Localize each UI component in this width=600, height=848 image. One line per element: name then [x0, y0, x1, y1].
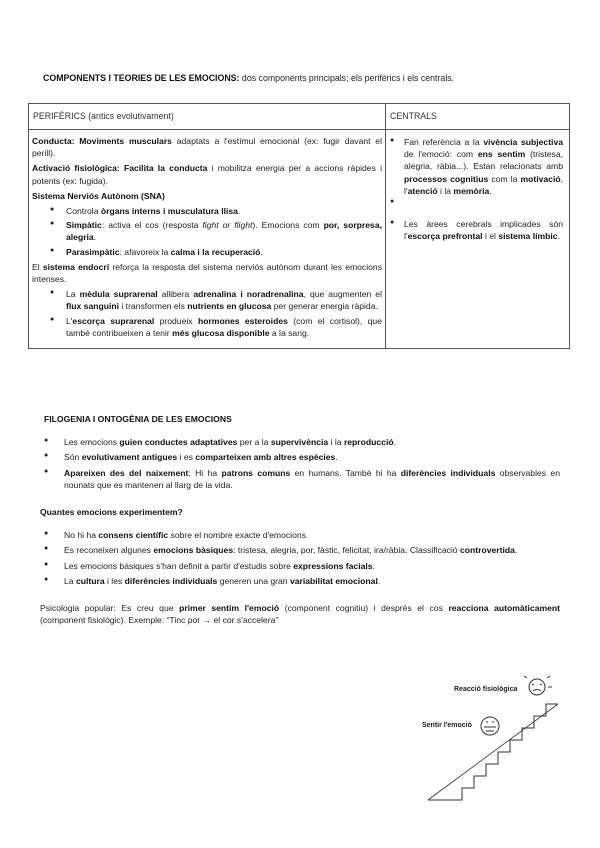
centrals-list: [390, 136, 563, 242]
calm-face-icon: [481, 717, 499, 735]
reaccio-fisiologica-label: Reacció fisiològica: [454, 686, 518, 693]
list-item: ● Simpàtic: activa el cos (resposta fight or flight). Emocions com por, sorpresa, alegria.: [50, 219, 382, 243]
endocri-list: [32, 288, 382, 339]
list-item: ● Parasimpàtic: afavoreix la calma i la recuperació.: [50, 246, 382, 258]
quantes-list: [40, 529, 560, 587]
conducta-paragraph: Conducta: Moviments musculars adaptats a l'estímul emocional (ex: fugir davant el perill).: [32, 136, 382, 159]
col-header-centrals: CENTRALS: [386, 104, 570, 130]
filogenia-heading: FILOGENIA I ONTOGÈNIA DE LES EMOCIONS: [44, 414, 232, 424]
list-item: ● Les emocions guien conductes adaptatives per a la supervivència i la reproducció.: [40, 436, 560, 448]
endocri-paragraph: El sistema endocrí reforça la resposta del sistema nerviós autònom durant les emocions intenses.: [32, 261, 382, 285]
list-item: ● Les emocions bàsiques s'han definit a partir d'estudis sobre expressions facials.: [40, 560, 560, 572]
spacer: [390, 197, 563, 218]
quantes-heading: Quantes emocions experimentem?: [40, 507, 183, 518]
sna-list: [32, 205, 382, 258]
list-item: ● La cultura i les diferències individuals generen una gran variabilitat emocional.: [40, 575, 560, 587]
list-item: ● Fan referència a la vivència subjectiva de l'emoció: com ens sentim (tristesa, alegria, ràbia...). Estan relacionats amb processos cognitius com la motivació, l'atenció i la memòria.: [390, 136, 563, 197]
anxious-face-features: [532, 684, 542, 691]
sentir-emocio-label: Sentir l'emoció: [422, 722, 472, 729]
stairs-figure: [420, 672, 580, 802]
components-table: [28, 103, 570, 349]
psicologia-popular-paragraph: Psicologia popular: Es creu que primer sentim l'emoció (component cognitiu) i després el cos reacciona automàticament (component fisiològic). Exemple: “Tinc por → el cor s'accelera”: [40, 603, 561, 626]
stairs-illustration: [420, 672, 580, 802]
centrals-cell: [386, 130, 570, 349]
col-header-periferics: PERIFÈRICS (antics evolutivament): [29, 104, 386, 130]
filogenia-list: [40, 436, 560, 491]
filogenia-section: [40, 413, 560, 626]
list-item: ● No hi ha consens científic sobre el nombre exacte d'emocions.: [40, 529, 560, 541]
list-item: ● Apareixen des del naixement: Hi ha patrons comuns en humans. També hi ha diferències individuals observables en nounats que es mantenen al llarg de la vida.: [40, 467, 560, 491]
list-item: ● L'escorça suprarenal produeix hormones esteroides (com el cortisol), que també contribueixen a tenir més glucosa disponible a la sang.: [50, 315, 382, 339]
list-item: ● Controla òrgans interns i musculatura llisa.: [50, 205, 382, 217]
periferics-cell: [29, 130, 386, 349]
page-title: COMPONENTS I TEORIES DE LES EMOCIONS: dos components principals; els perifèrics i els centrals.: [43, 73, 455, 83]
sna-title: Sistema Nerviós Autònom (SNA): [32, 190, 165, 201]
calm-face-features: [484, 722, 496, 731]
list-item: ● La mèdula suprarenal allibera adrenalina i noradrenalina, que augmenten el flux sanguini i transformen els nutrients en glucosa per generar energia ràpida.: [50, 288, 382, 312]
tremble-lines: [524, 676, 552, 687]
stairs-diagonal: [428, 704, 558, 800]
list-item: ● Es reconeixen algunes emocions bàsiques: tristesa, alegria, por, fàstic, felicitat, ira/ràbia. Classificació controvertida.: [40, 544, 560, 556]
activacio-paragraph: Activació fisiològica: Facilita la conducta i mobilitza energia per a accions ràpides i potents (ex: fugida).: [32, 163, 382, 186]
list-item: ● Les àrees cerebrals implicades són l'escorça prefrontal i el sistema límbic.: [390, 218, 563, 242]
list-item: ● Són evolutivament antigues i es comparteixen amb altres espècies.: [40, 451, 560, 463]
arrow-icon: →: [202, 615, 212, 626]
anxious-face-icon: [529, 679, 545, 695]
